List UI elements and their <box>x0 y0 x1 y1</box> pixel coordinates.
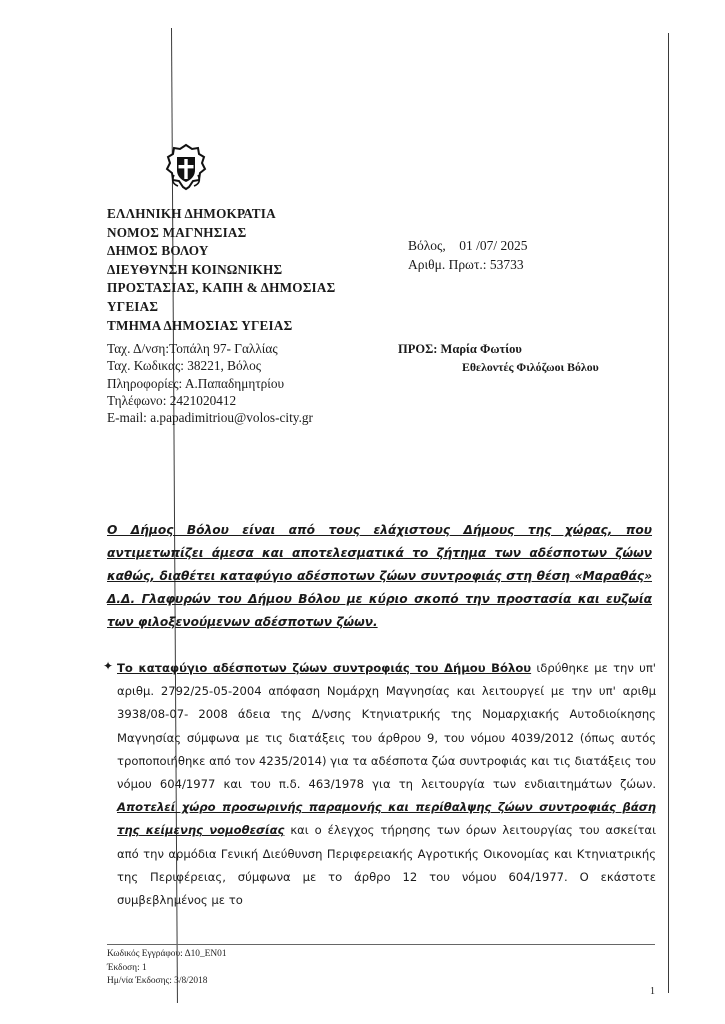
contact-details <box>107 340 313 426</box>
recipient-organization: Εθελοντές Φιλόζωοι Βόλου <box>462 360 599 374</box>
recipient-name: ΠΡΟΣ: Μαρία Φωτίου <box>398 342 522 356</box>
body-text-continued: και ο έλεγχος τήρησης των όρων λειτουργίας του ασκείται από την αρμόδια Γενική Διεύθυνση Περιφερειακής Αγροτικής Οικονομίας και Κτηνιατρικής της Περιφέρειας, σύμφωνα με το άρθρο 12 του νόμου 604/1977. Ο εκάστοτε συμβεβλημένος με το <box>117 823 656 908</box>
authority-line: ΕΛΛΗΝΙΚΗ ΔΗΜΟΚΡΑΤΙΑ <box>107 206 276 221</box>
body-text: ιδρύθηκε με την υπ' αριθμ. 2792/25-05-2004 απόφαση Νομάρχη Μαγνησίας και λειτουργεί με την υπ' αριθμ 3938/08-07- 2008 άδεια της Δ/νσης Κτηνιατρικής της Νομαρχιακής Αυτοδιοίκησης Μαγνησίας σύμφωνα με τις διατάξεις του άρθρου 9, του νόμου 4039/2012 (όπως αυτός τροποποιήθηκε από τον 4235/2014) για τα αδέσποτα ζώα συντροφιάς και τις διατάξεις του νόμου 604/1977 και του π.δ. 463/1978 για τη λειτουργία των ενδιαιτημάτων ζώων. <box>117 661 656 792</box>
issuing-authority <box>107 205 335 335</box>
authority-line: ΥΓΕΙΑΣ <box>107 298 159 314</box>
page-number: 1 <box>650 986 655 997</box>
date-protocol-block <box>408 237 528 274</box>
authority-line: ΔΙΕΥΘΥΝΣΗ ΚΟΙΝΩΝΙΚΗΣ <box>107 261 283 277</box>
document-edition: Έκδοση: 1 <box>107 962 147 973</box>
protocol-number: Αριθμ. Πρωτ.: 53733 <box>408 256 524 272</box>
recipient-block <box>398 340 599 376</box>
authority-line: ΔΗΜΟΣ ΒΟΛΟΥ <box>107 243 209 259</box>
authority-line: ΝΟΜΟΣ ΜΑΓΝΗΣΙΑΣ <box>107 224 247 240</box>
shelter-subject: Το καταφύγιο αδέσποτων ζώων συντροφιάς του Δήμου Βόλου <box>117 661 532 675</box>
address-line: Ταχ. Δ/νση:Τοπάλη 97- Γαλλίας <box>107 341 278 356</box>
email-line: E-mail: a.papadimitriou@volos-city.gr <box>107 410 313 426</box>
authority-line: ΤΜΗΜΑ ΔΗΜΟΣΙΑΣ ΥΓΕΙΑΣ <box>107 317 293 333</box>
scan-fold-line-right <box>668 33 669 993</box>
footer-divider <box>107 944 655 945</box>
bullet-icon: ✦ <box>103 659 114 673</box>
phone-line: Τηλέφωνο: 2421020412 <box>107 392 237 408</box>
place-date: Βόλος, 01 /07/ 2025 <box>408 238 528 253</box>
shelter-purpose: Αποτελεί χώρο προσωρινής παραμονής και περίθαλψης ζώων συντροφιάς βάση της κείμενης νομοθεσίας <box>117 800 656 838</box>
document-code: Κωδικός Εγγράφου: Δ10_ΕΝ01 <box>107 949 227 959</box>
address-line: Πληροφορίες: Α.Παπαδημητρίου <box>107 375 285 391</box>
edition-date: Ημ/νία Έκδοσης: 3/8/2018 <box>107 976 208 986</box>
lead-paragraph: Ο Δήμος Βόλου είναι από τους ελάχιστους Δήμους της χώρας, που αντιμετωπίζει άμεσα και αποτελεσματικά το ζήτημα των αδέσποτων ζώων καθώς, διαθέτει καταφύγιο αδέσποτων ζώων συντροφιάς στη θέση «Μαραθάς» Δ.Δ. Γλαφυρών του Δήμου Βόλου με κύριο σκοπό την προστασία και ευζωία των φιλοξενούμενων αδέσποτων ζώων. <box>107 523 652 629</box>
address-line: Ταχ. Κωδικας: 38221, Βόλος <box>107 358 262 374</box>
body-paragraph <box>117 657 656 912</box>
document-footer <box>107 948 227 989</box>
greek-coat-of-arms-icon <box>164 143 208 191</box>
authority-line: ΠΡΟΣΤΑΣΙΑΣ, ΚΑΠΗ & ΔΗΜΟΣΙΑΣ <box>107 280 336 296</box>
